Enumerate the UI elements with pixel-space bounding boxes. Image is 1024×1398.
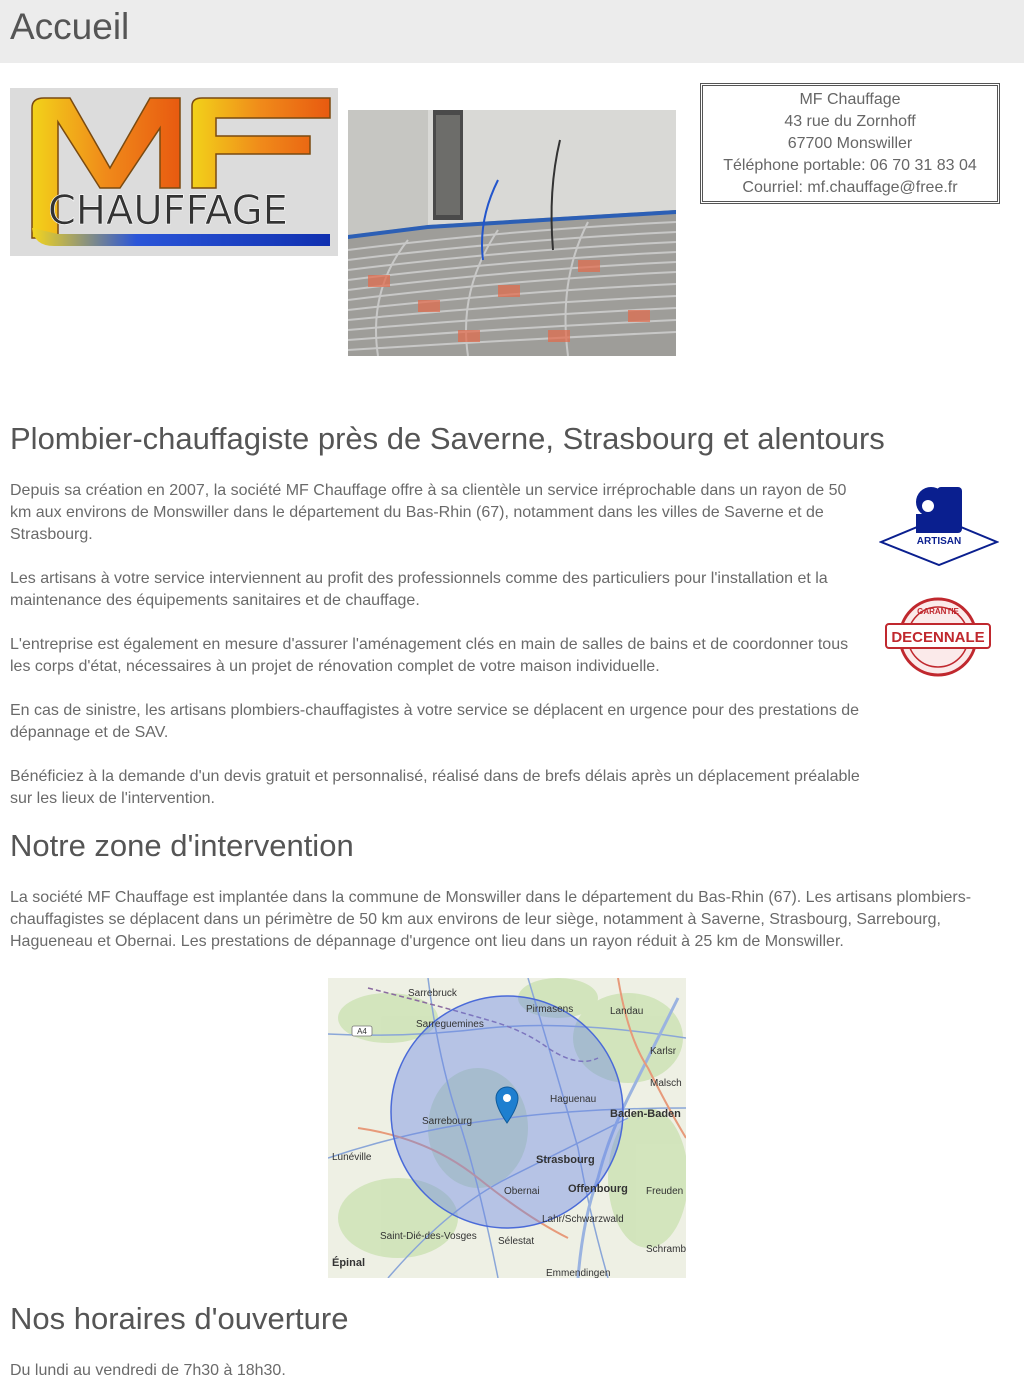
map-town: Emmendingen <box>546 1268 611 1278</box>
map-town: Schramb <box>646 1244 686 1255</box>
logo-text: CHAUFFAGE <box>48 188 288 234</box>
map-town: Freuden <box>646 1186 684 1197</box>
map-town: Baden-Baden <box>610 1108 681 1120</box>
map-town: Épinal <box>332 1257 366 1269</box>
map-town: Sarrebruck <box>408 988 457 999</box>
zone-paragraph: La société MF Chauffage est implantée dans la commune de Monswiller dans le département du Bas-Rhin (67). Les artisans plombiers-chauffagistes se déplacent dans un périmètre de 50 km aux environs de leur siège, notamment à Saverne, Strasbourg, Sarrebourg, Hagueneau et Obernai. Les prestations de dépannage d'urgence ont lieu dans un rayon réduit à 25 km de Monswiller. <box>10 889 972 950</box>
intro-heading: Plombier-chauffagiste près de Saverne, Strasbourg et alentours <box>10 421 885 456</box>
intro-paragraph-1: Depuis sa création en 2007, la société MF Chauffage offre à sa clientèle un service irréprochable dans un rayon de 50 km aux environs de Monswiller dans le département du Bas-Rhin (67), notamment dans les villes de Saverne et de Strasbourg. <box>10 482 847 543</box>
hours-heading: Nos horaires d'ouverture <box>10 1301 349 1336</box>
intro-paragraph-5: Bénéficiez à la demande d'un devis gratuit et personnalisé, réalisé dans de brefs délais après un déplacement préalable sur les lieux de l'intervention. <box>10 768 860 807</box>
map-town: Lunéville <box>332 1152 372 1163</box>
map-town: Saint-Dié-des-Vosges <box>380 1231 477 1242</box>
map-town: Lahr/Schwarzwald <box>542 1214 624 1225</box>
contact-name: MF Chauffage <box>799 91 901 108</box>
contact-street: 43 rue du Zornhoff <box>784 113 916 130</box>
zone-heading: Notre zone d'intervention <box>10 828 354 863</box>
contact-city: 67700 Monswiller <box>787 135 913 152</box>
contact-box <box>700 83 1000 204</box>
map-town: Karlsr <box>650 1046 677 1057</box>
contact-phone[interactable]: Téléphone portable: 06 70 31 83 04 <box>723 157 977 174</box>
contact-email[interactable]: Courriel: mf.chauffage@free.fr <box>742 179 958 196</box>
intro-paragraph-4: En cas de sinistre, les artisans plombiers-chauffagistes à votre service se déplacent en urgence pour des prestations de dépannage et de SAV. <box>10 702 860 741</box>
map-town: Landau <box>610 1006 644 1017</box>
garantie-label: GARANTIE <box>917 607 959 616</box>
map-town: Malsch <box>650 1078 682 1089</box>
artisan-badge-label: ARTISAN <box>916 536 962 547</box>
map-town: Sarreguemines <box>416 1019 484 1030</box>
map-town: Sarrebourg <box>422 1116 473 1127</box>
intro-paragraph-3: L'entreprise est également en mesure d'assurer l'aménagement clés en main de salles de bains et de coordonner tous les corps d'état, nécessaires à un projet de rénovation complet de votre maison individuelle. <box>10 636 849 675</box>
map-town: Strasbourg <box>536 1154 595 1166</box>
page-header <box>0 0 1024 63</box>
map-road-label: A4 <box>357 1027 367 1036</box>
decennale-label: DECENNALE <box>891 629 985 646</box>
floor-heating-photo <box>348 110 676 356</box>
map-town: Offenbourg <box>568 1183 628 1195</box>
map-town: Obernai <box>504 1186 540 1197</box>
decennale-badge <box>883 596 993 678</box>
intervention-map[interactable] <box>328 978 686 1278</box>
map-town: Pirmasens <box>526 1004 574 1015</box>
map-town: Haguenau <box>550 1094 597 1105</box>
artisan-badge <box>879 484 999 566</box>
company-logo <box>10 88 338 256</box>
map-town: Sélestat <box>498 1236 535 1247</box>
intro-paragraph-2: Les artisans à votre service interviennent au profit des professionnels comme des particuliers pour l'installation et la maintenance des équipements sanitaires et de chauffage. <box>10 570 828 609</box>
logo-graphic <box>10 88 338 256</box>
page-title: Accueil <box>10 6 130 47</box>
hours-text: Du lundi au vendredi de 7h30 à 18h30. <box>10 1362 286 1379</box>
